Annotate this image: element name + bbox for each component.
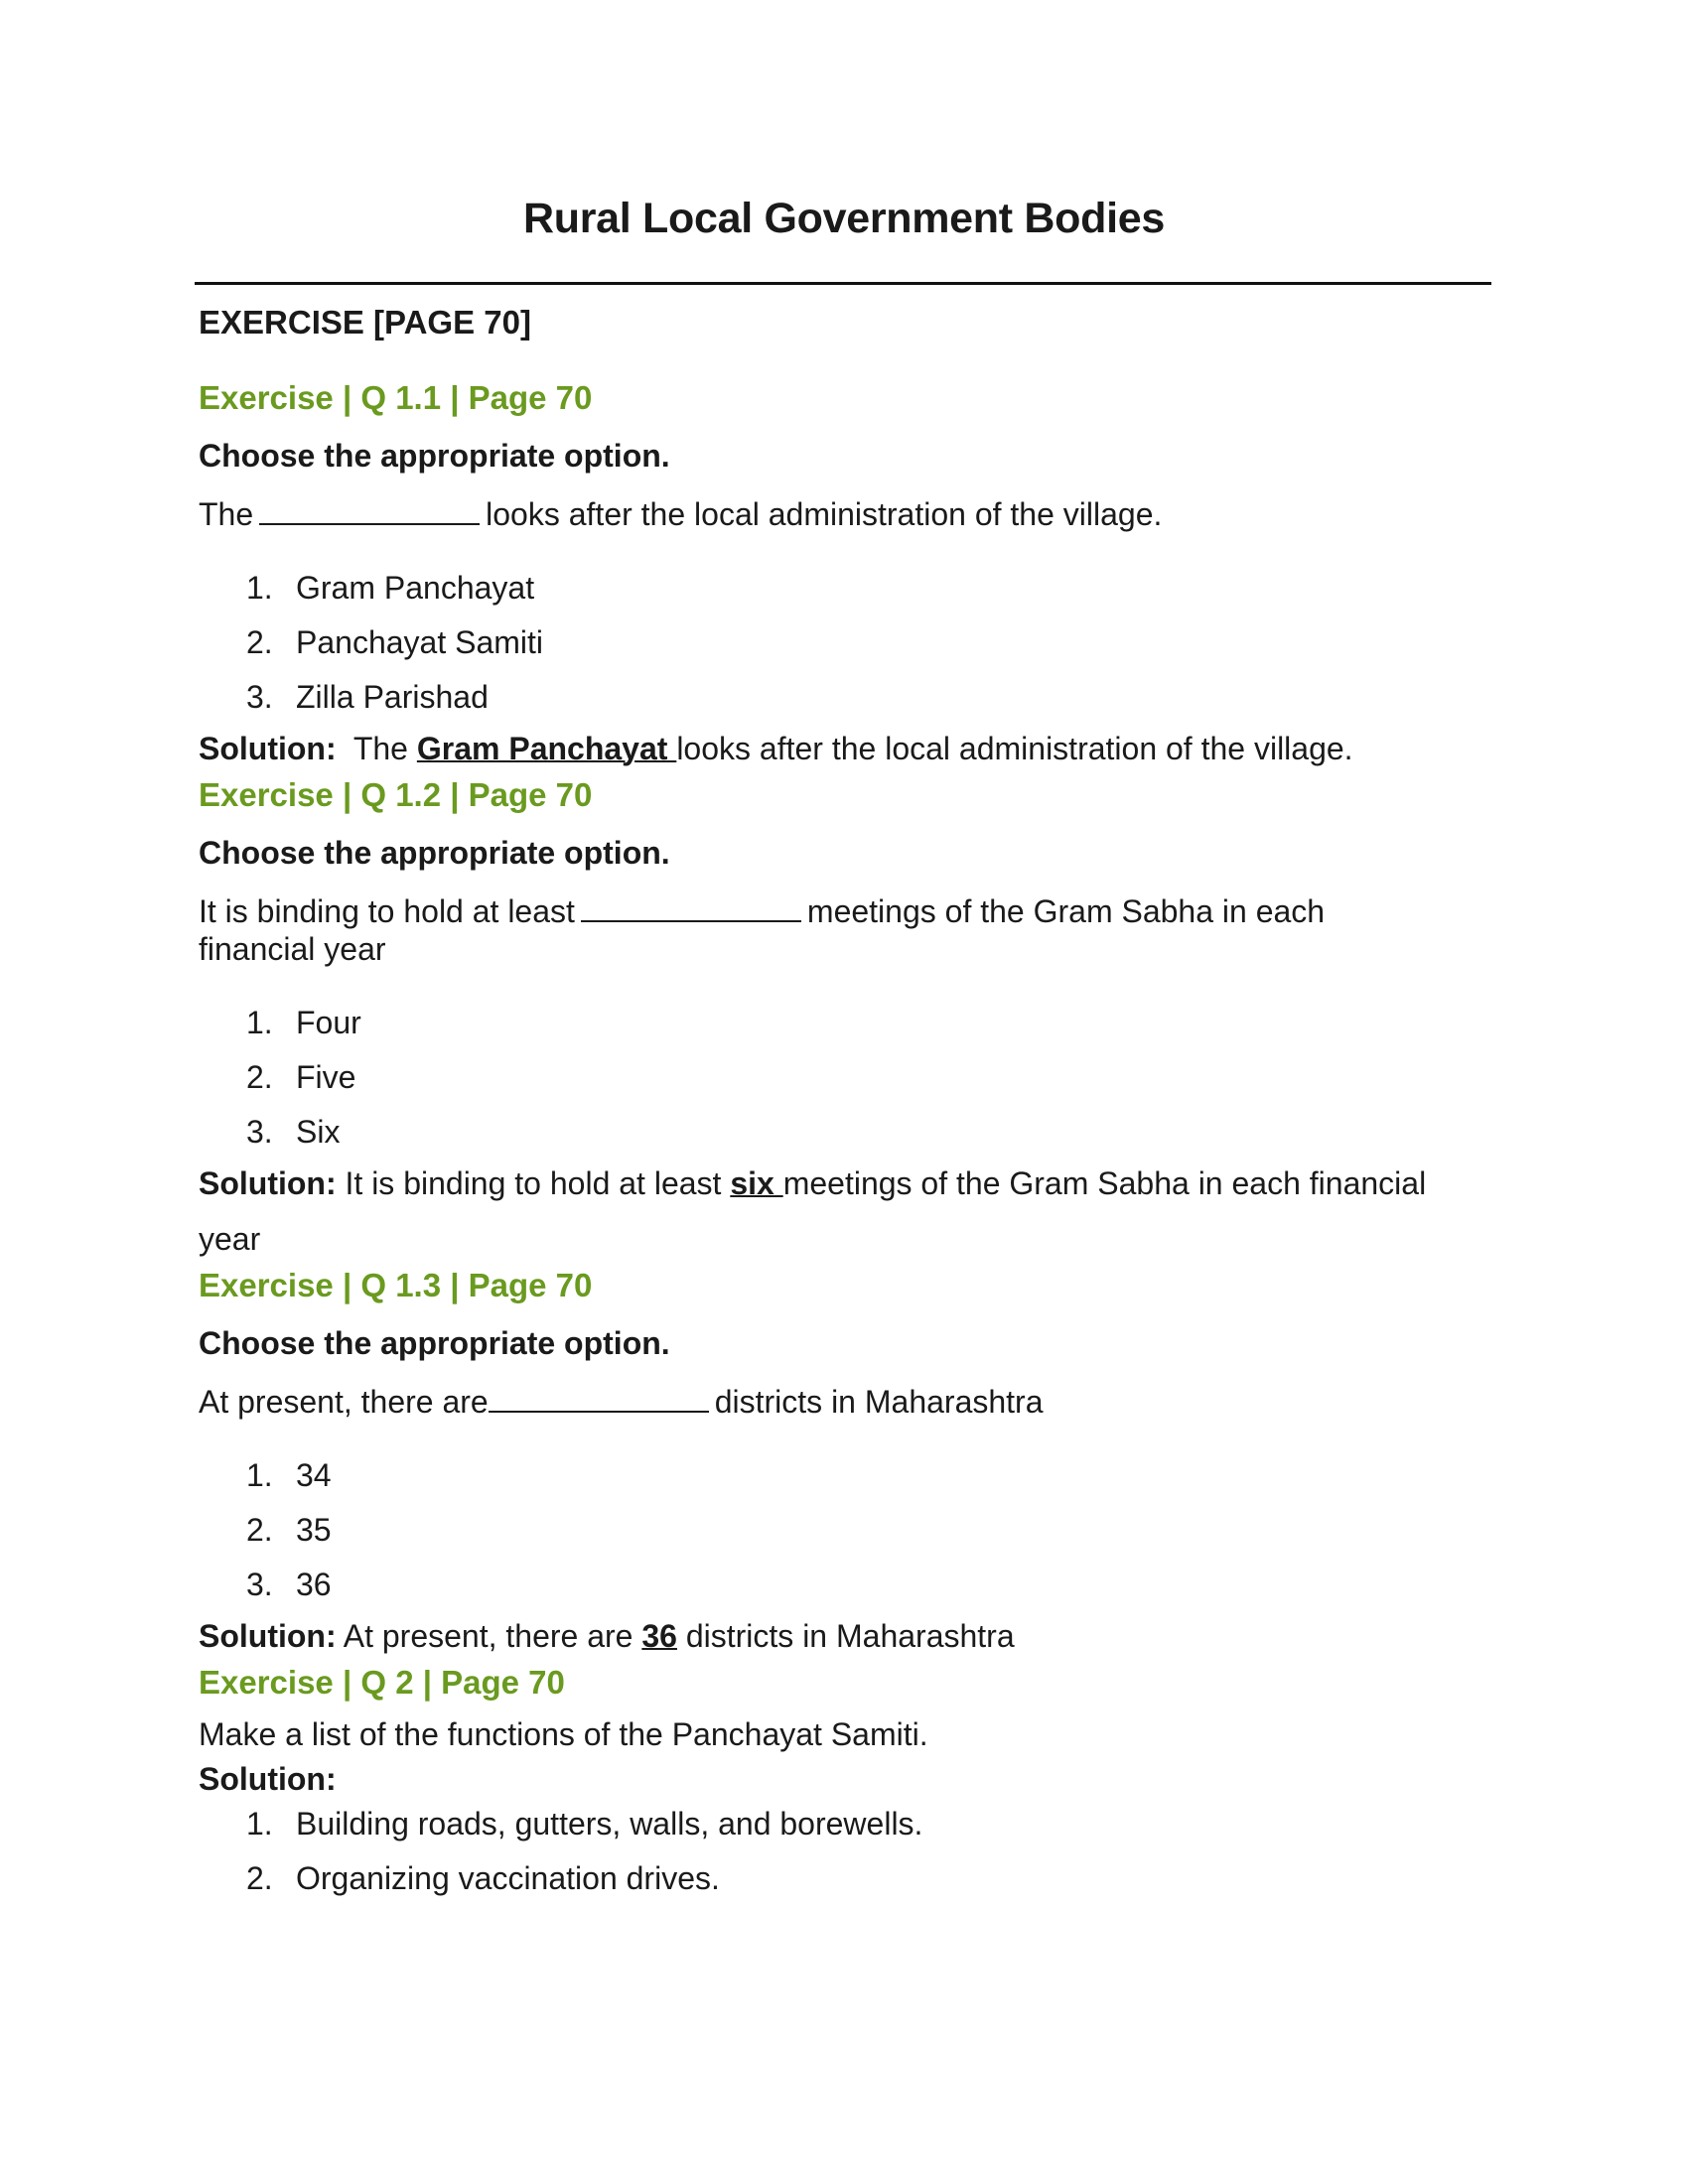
question-block: [199, 1664, 1489, 1914]
question-after: districts in Maharashtra: [714, 1384, 1044, 1420]
solution-label: Solution:: [199, 1618, 337, 1654]
list-item: 3. Zilla Parishad: [246, 678, 1489, 733]
solution: [199, 1156, 1489, 1267]
title-divider: [195, 282, 1491, 285]
question-text: [199, 892, 1390, 968]
question-before: It is binding to hold at least: [199, 893, 575, 929]
option-label: Zilla Parishad: [296, 679, 489, 715]
solution-after: districts in Maharashtra: [685, 1618, 1015, 1654]
list-item: 3. 36: [246, 1566, 1489, 1620]
question-text: [199, 495, 1489, 533]
option-label: 35: [296, 1512, 332, 1548]
exercise-heading: Exercise | Q 1.3 | Page 70: [199, 1267, 593, 1303]
list-item: 2. Organizing vaccination drives.: [246, 1859, 1489, 1914]
fill-blank: [581, 894, 801, 922]
exercise-heading: Exercise | Q 2 | Page 70: [199, 1664, 565, 1701]
solution-before: It is binding to hold at least: [345, 1165, 722, 1201]
question-text: [199, 1383, 1489, 1421]
solution-item: Building roads, gutters, walls, and borewells.: [296, 1806, 923, 1842]
solution-before: At present, there are: [343, 1618, 633, 1654]
option-label: Six: [296, 1114, 341, 1150]
list-item: 1. 34: [246, 1456, 1489, 1511]
solution-label: Solution:: [199, 1761, 337, 1797]
option-label: Five: [296, 1059, 356, 1095]
solution-after: meetings of the Gram Sabha in each financial year: [199, 1165, 1427, 1257]
solution-after: looks after the local administration of the village.: [676, 731, 1353, 766]
question-text: Make a list of the functions of the Panchayat Samiti.: [199, 1716, 928, 1752]
solution-label: Solution:: [199, 1165, 337, 1201]
page-title: Rural Local Government Bodies: [522, 195, 1165, 242]
list-item: 2. Panchayat Samiti: [246, 623, 1489, 678]
instruction: Choose the appropriate option.: [199, 1325, 670, 1361]
list-item: 3. Six: [246, 1113, 1489, 1167]
list-item: 1. Four: [246, 1004, 1489, 1058]
option-label: Gram Panchayat: [296, 570, 535, 606]
question-block: [199, 1267, 1489, 1664]
solution-answer: six: [730, 1165, 783, 1201]
question-block: [199, 776, 1489, 1267]
question-after: meetings of the Gram Sabha in each financial year: [199, 893, 1326, 967]
options-list: [199, 569, 1489, 733]
solution-label: Solution:: [199, 731, 337, 766]
solution-answer: 36: [641, 1618, 677, 1654]
solution-item: Organizing vaccination drives.: [296, 1860, 720, 1896]
options-list: [199, 1456, 1489, 1620]
solution-answer: Gram Panchayat: [416, 731, 677, 766]
list-item: 1. Gram Panchayat: [246, 569, 1489, 623]
option-label: 36: [296, 1567, 332, 1602]
question-before: At present, there are: [199, 1384, 489, 1420]
list-item: 1. Building roads, gutters, walls, and borewells.: [246, 1805, 1489, 1859]
option-label: Four: [296, 1005, 361, 1040]
question-before: The: [199, 496, 254, 532]
solution-before: The: [352, 731, 408, 766]
solution: [199, 1608, 1489, 1664]
exercise-heading: Exercise | Q 1.1 | Page 70: [199, 379, 593, 416]
fill-blank: [489, 1385, 709, 1413]
instruction: Choose the appropriate option.: [199, 438, 670, 474]
exercise-heading: Exercise | Q 1.2 | Page 70: [199, 776, 593, 813]
list-item: 2. 35: [246, 1511, 1489, 1566]
solution: [199, 721, 1489, 776]
option-label: Panchayat Samiti: [296, 624, 544, 660]
section-heading: EXERCISE [PAGE 70]: [199, 304, 531, 341]
options-list: [199, 1004, 1489, 1167]
instruction: Choose the appropriate option.: [199, 835, 670, 871]
document-content: [199, 304, 1489, 1914]
fill-blank: [259, 497, 480, 525]
question-after: looks after the local administration of the village.: [486, 496, 1163, 532]
solution-list: [199, 1805, 1489, 1914]
option-label: 34: [296, 1457, 332, 1493]
list-item: 2. Five: [246, 1058, 1489, 1113]
solution: [199, 1753, 1489, 1805]
question-block: [199, 379, 1489, 776]
